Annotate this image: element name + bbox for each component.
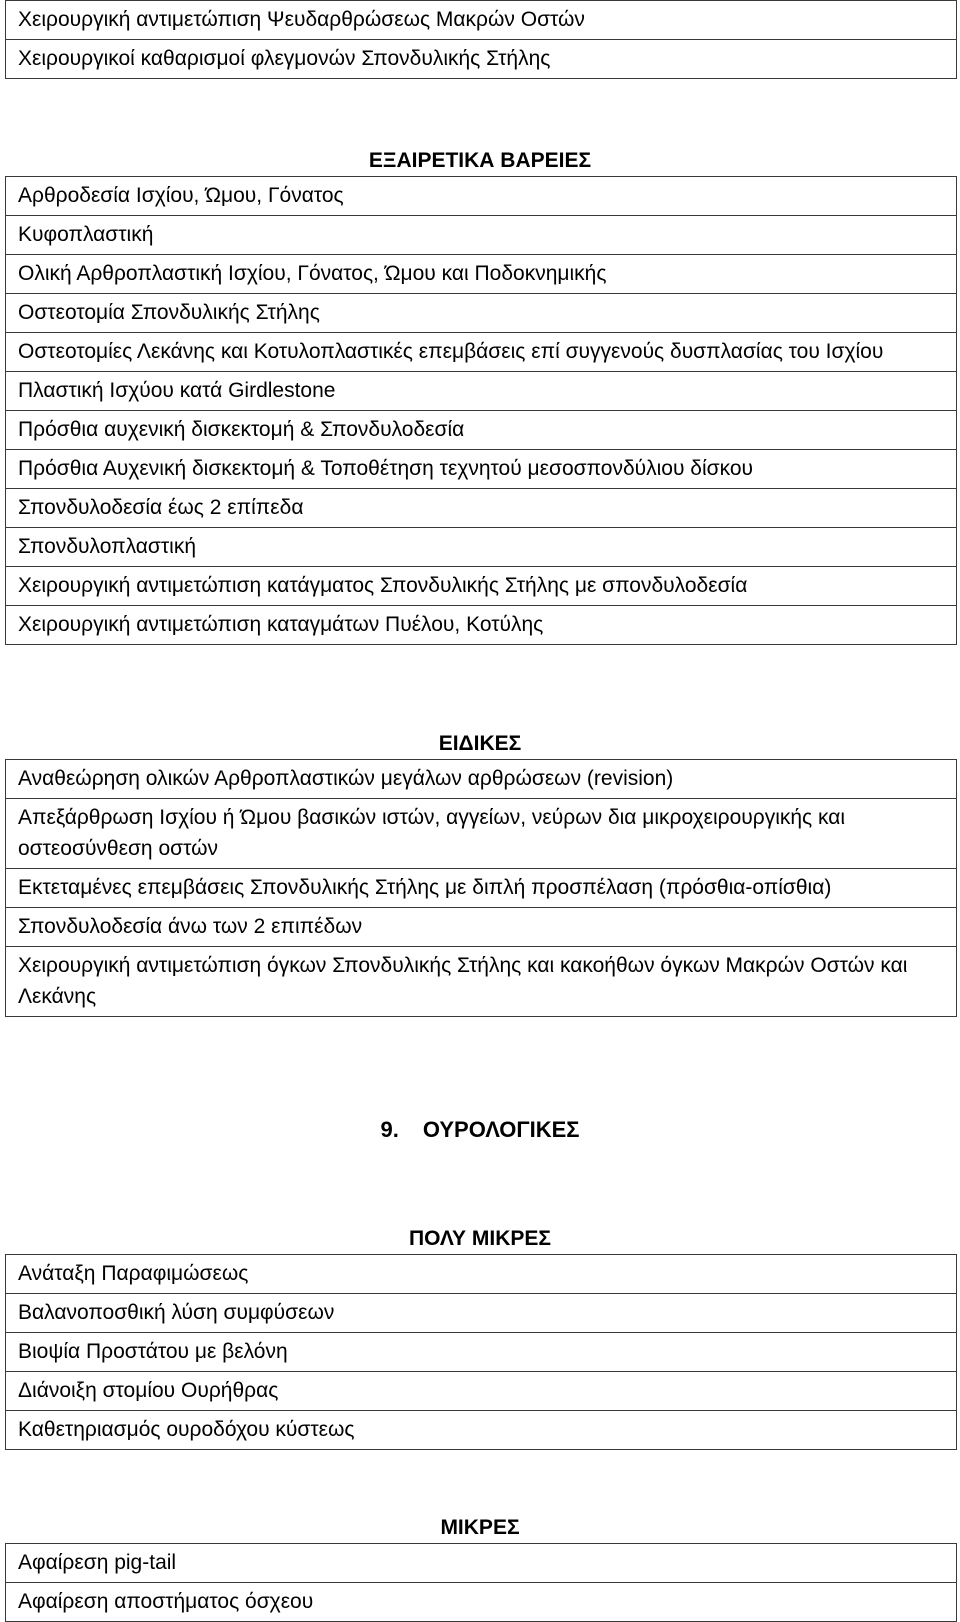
procedure-cell: Κυφοπλαστική xyxy=(6,216,957,255)
procedure-cell: Χειρουργικοί καθαρισμοί φλεγμονών Σπονδυλικής Στήλης xyxy=(6,40,957,79)
table-row xyxy=(6,528,957,567)
table-row xyxy=(6,760,957,799)
procedure-cell: Σπονδυλοδεσία άνω των 2 επιπέδων xyxy=(6,908,957,947)
procedure-cell: Πρόσθια Αυχενική δισκεκτομή & Τοποθέτηση τεχνητού μεσοσπονδύλιου δίσκου xyxy=(6,450,957,489)
procedure-cell: Ολική Αρθροπλαστική Ισχίου, Γόνατος, Ώμου και Ποδοκνημικής xyxy=(6,255,957,294)
table-row xyxy=(6,947,957,1017)
procedure-cell: Διάνοιξη στομίου Ουρήθρας xyxy=(6,1372,957,1411)
table-row xyxy=(6,255,957,294)
very-severe-heading: ΕΞΑΙΡΕΤΙΚΑ ΒΑΡΕΙΕΣ xyxy=(368,149,592,172)
table-row xyxy=(6,216,957,255)
procedure-cell: Χειρουργική αντιμετώπιση Ψευδαρθρώσεως Μακρών Οστών xyxy=(6,1,957,40)
table-row xyxy=(6,799,957,869)
table-row xyxy=(6,869,957,908)
procedure-cell: Ανάταξη Παραφιμώσεως xyxy=(6,1255,957,1294)
very-severe-table xyxy=(5,176,957,645)
table-row xyxy=(6,294,957,333)
procedure-cell: Βαλανοποσθική λύση συμφύσεων xyxy=(6,1294,957,1333)
procedure-cell: Χειρουργική αντιμετώπιση όγκων Σπονδυλικής Στήλης και κακοήθων όγκων Μακρών Οστών και Λεκάνης xyxy=(6,947,957,1017)
procedure-cell: Σπονδυλοπλαστική xyxy=(6,528,957,567)
table-row xyxy=(6,1411,957,1450)
special-table xyxy=(5,759,957,1017)
special-heading: ΕΙΔΙΚΕΣ xyxy=(438,732,522,755)
urology-section-title xyxy=(0,1115,960,1145)
procedure-cell: Σπονδυλοδεσία έως 2 επίπεδα xyxy=(6,489,957,528)
procedure-cell: Βιοψία Προστάτου με βελόνη xyxy=(6,1333,957,1372)
procedure-cell: Αφαίρεση αποστήματος όσχεου xyxy=(6,1583,957,1622)
procedure-cell: Οστεοτομία Σπονδυλικής Στήλης xyxy=(6,294,957,333)
table-row xyxy=(6,177,957,216)
table-row xyxy=(6,372,957,411)
section-number: 9. xyxy=(380,1117,399,1142)
minor-table xyxy=(5,1543,957,1622)
procedure-cell: Οστεοτομίες Λεκάνης και Κοτυλοπλαστικές επεμβάσεις επί συγγενούς δυσπλασίας του Ισχίου xyxy=(6,333,957,372)
procedure-cell: Χειρουργική αντιμετώπιση καταγμάτων Πυέλου, Κοτύλης xyxy=(6,606,957,645)
table-row xyxy=(6,489,957,528)
table-row xyxy=(6,333,957,372)
procedure-cell: Χειρουργική αντιμετώπιση κατάγματος Σπονδυλικής Στήλης με σπονδυλοδεσία xyxy=(6,567,957,606)
procedure-cell: Καθετηριασμός ουροδόχου κύστεως xyxy=(6,1411,957,1450)
table-row xyxy=(6,40,957,79)
table-row xyxy=(6,1544,957,1583)
procedure-cell: Αναθεώρηση ολικών Αρθροπλαστικών μεγάλων αρθρώσεων (revision) xyxy=(6,760,957,799)
table-row xyxy=(6,1255,957,1294)
procedure-cell: Πρόσθια αυχενική δισκεκτομή & Σπονδυλοδεσία xyxy=(6,411,957,450)
table-row xyxy=(6,1583,957,1622)
procedure-cell: Αρθροδεσία Ισχίου, Ώμου, Γόνατος xyxy=(6,177,957,216)
orthopedic-continued-table xyxy=(5,0,957,79)
table-row xyxy=(6,908,957,947)
table-row xyxy=(6,411,957,450)
procedure-cell: Αφαίρεση pig-tail xyxy=(6,1544,957,1583)
procedure-cell: Απεξάρθρωση Ισχίου ή Ώμου βασικών ιστών, αγγείων, νεύρων δια μικροχειρουργικής και οστεοσύνθεση οστών xyxy=(6,799,957,869)
table-row xyxy=(6,1,957,40)
table-row xyxy=(6,567,957,606)
procedure-cell: Εκτεταμένες επεμβάσεις Σπονδυλικής Στήλης με διπλή προσπέλαση (πρόσθια-οπίσθια) xyxy=(6,869,957,908)
very-minor-heading: ΠΟΛΥ ΜΙΚΡΕΣ xyxy=(409,1227,551,1250)
table-row xyxy=(6,1372,957,1411)
section-name: ΟΥΡΟΛΟΓΙΚΕΣ xyxy=(422,1117,580,1142)
table-row xyxy=(6,606,957,645)
procedure-cell: Πλαστική Ισχύου κατά Girdlestone xyxy=(6,372,957,411)
table-row xyxy=(6,1294,957,1333)
table-row xyxy=(6,1333,957,1372)
minor-heading: ΜΙΚΡΕΣ xyxy=(440,1516,520,1539)
very-minor-table xyxy=(5,1254,957,1450)
table-row xyxy=(6,450,957,489)
